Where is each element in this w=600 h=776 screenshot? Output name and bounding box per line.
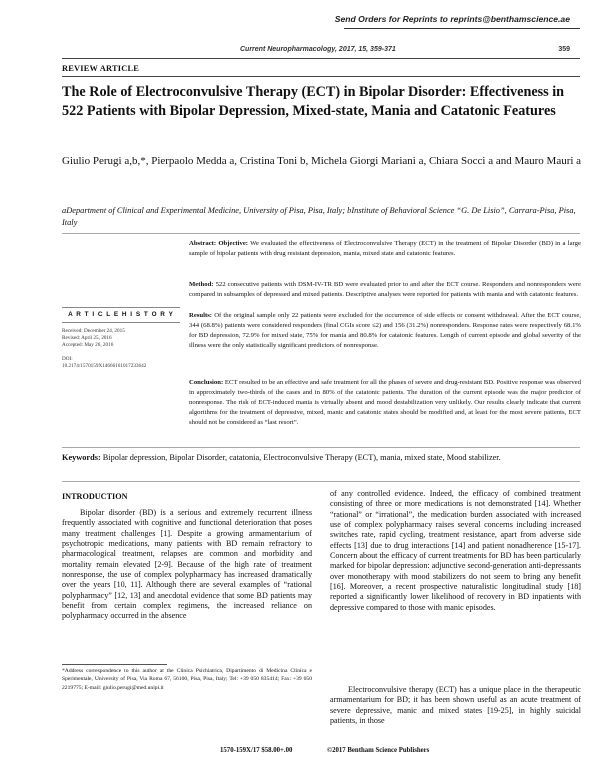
abstract-objective: [189, 239, 581, 259]
intro-paragraph-right-1: of any controlled evidence. Indeed, the efficacy of combined treatment consisting of three or more medications is not demonstrated [14]. Whether “rational” or “irrational”, the medication burden associated with increased use of complex polypharmacy raises several concerns including increased switches rate, rapid cycling, treatment resistance, apart from adverse side effects [13] due to drug interactions [14] and patient nonadherence [15-17]. Concern about the efficacy of current treatments for BD has been particularly marked for bipolar depression: adjunctive second-generation anti-depressants over monotherapy with mood stabilizers do not seem to bring any benefit [16]. Moreover, a recent prospective naturalistic longitudinal study [18] reported a significantly lower likelihood of recovery in BD inpatients with depressive compared to those with manic episodes.: [330, 489, 581, 612]
divider: [62, 233, 580, 234]
page-number: 359: [558, 46, 570, 53]
divider: [62, 447, 580, 448]
journal-citation: Current Neuropharmacology, 2017, 15, 359-371: [240, 46, 396, 53]
correspondence-footnote: *Address correspondence to this author at the Clinica Psichiatrica, Dipartimento di Medicina Clinica e Sperimentale, University of Pisa, Via Roma 67, 56100, Pisa, Pisa, Italy; Tel: +39 050 835414; Fax: +39 050 2219775; E-mail: giulio.perugi@med.unipi.it: [62, 668, 312, 691]
authors-text: Giulio Perugi a,b,*, Pierpaolo Medda a, Cristina Toni b, Michela Giorgi Mariani a, Chiara Socci a and Mauro Mauri a: [62, 155, 582, 167]
results-text: Of the original sample only 22 patients were excluded for the occurrence of side effects or consent withdrawal. After the ECT course, 344 (68.8%) patients were considered responders (final CGIs score ≤2) and 156 (31.2%) nonresponders. Response rates were respectively 68.1% for BD depression, 72.9% for mixed state, 75% for mania and 80.8% for catatonic features. Length of current episode and global severity of the illness were the only statistically significant predictors of nonresponse.: [189, 312, 581, 349]
objective-text: We evaluated the effectiveness of Electroconvulsive Therapy (ECT) in the treatment of Bipolar Disorder (BD) in a large sample of bipolar patients with drug resistant depression, mania, mixed state and catatonic features.: [189, 240, 581, 257]
abstract-method: [189, 280, 581, 300]
revised-date: Revised: April 25, 2016: [62, 335, 112, 341]
method-label: Method:: [189, 281, 214, 288]
article-history-rule-top: [62, 307, 180, 308]
footnote-rule: [62, 664, 167, 665]
affiliations-text: aDepartment of Clinical and Experimental Medicine, University of Pisa, Pisa, Italy; bInstitute of Behavioral Science “G. De Lisio”, Carrara-Pisa, Pisa, Italy: [62, 206, 576, 227]
intro-paragraph-left: Bipolar disorder (BD) is a serious and extremely recurrent illness frequently associated with cognitive and functional deterioration that poses many treatment challenges [1]. Despite a growing armamentarium of psychotropic medications, many patients with BD remain refractory to pharmacological treatment, relapses are common and morbidity and mortality remain elevated [2-9]. Because of the high rate of treatment nonresponse, the use of complex polypharmacy has increased dramatically over the years [10, 11]. Although there are several examples of “rational polypharmacy” [12, 13] and anecdotal evidence that some BD patients may benefit from certain complex regimens, the increased reliance on polypharmacy occurred in the absence: [62, 508, 312, 621]
header-divider: [344, 28, 580, 29]
article-history-heading: A R T I C L E H I S T O R Y: [68, 311, 174, 318]
results-label: Results:: [189, 312, 213, 319]
keywords-text: Bipolar depression, Bipolar Disorder, catatonia, Electroconvulsive Therapy (ECT), mania, mixed state, Mood stabilizer.: [102, 453, 501, 462]
author-list: [62, 154, 582, 170]
abstract-conclusion: [189, 378, 581, 428]
doi-label: DOI:: [62, 356, 73, 362]
divider: [62, 481, 580, 482]
issn-price: 1570-159X/17 $58.00+.00: [220, 747, 293, 754]
received-date: Received: December 24, 2015: [62, 328, 125, 334]
article-title: The Role of Electroconvulsive Therapy (ECT) in Bipolar Disorder: Effectiveness in 522 Patients with Bipolar Depression, Mixed-state, Mania and Catatonic Features: [62, 84, 565, 119]
keywords: [62, 452, 582, 464]
section-label: REVIEW ARTICLE: [62, 64, 140, 73]
objective-label: Abstract: Objective:: [189, 240, 249, 247]
method-text: 522 consecutive patients with DSM-IV-TR BD were evaluated prior to and after the ECT course. Responders and nonresponders were compared in subsamples of depressed and mixed patients. Descriptive analyses were reported for patients with mania and with catatonic features.: [189, 281, 581, 298]
doi-link[interactable]: 10.2174/1570159X14666161017233642: [62, 363, 147, 369]
abstract-results: [189, 311, 581, 351]
reprint-notice: Send Orders for Reprints to reprints@benthamscience.ae: [334, 14, 570, 24]
conclusion-label: Conclusion:: [189, 379, 224, 386]
keywords-label: Keywords:: [62, 453, 101, 462]
divider: [62, 76, 580, 77]
introduction-heading: INTRODUCTION: [62, 492, 128, 501]
accepted-date: Accepted: May 26, 2016: [62, 342, 114, 348]
copyright: ©2017 Bentham Science Publishers: [327, 747, 430, 754]
intro-paragraph-right-2: Electroconvulsive therapy (ECT) has a unique place in the therapeutic armamentarium for BD; it has been shown useful as an acute treatment of severe depressive, manic and mixed states [19-25], in highly suicidal patients, in those: [330, 685, 581, 726]
article-history-rule-bottom: [62, 322, 180, 323]
conclusion-text: ECT resulted to be an effective and safe treatment for all the phases of severe and drug-resistant BD. Positive response was observed in approximately two-thirds of the cases and in 80% of the catatonic patients. The duration of the current episode was the major predictor of nonresponse. The risk of ECT-induced mania is virtually absent and mood destabilization very unlikely. Our results clearly indicate that current algorithms for the treatment of depressive, mixed, manic and catatonic states should be modified and, at least for the most severe patients, ECT should not be considered as “last resort”.: [189, 379, 581, 426]
affiliations: [62, 205, 582, 228]
divider: [62, 58, 580, 59]
